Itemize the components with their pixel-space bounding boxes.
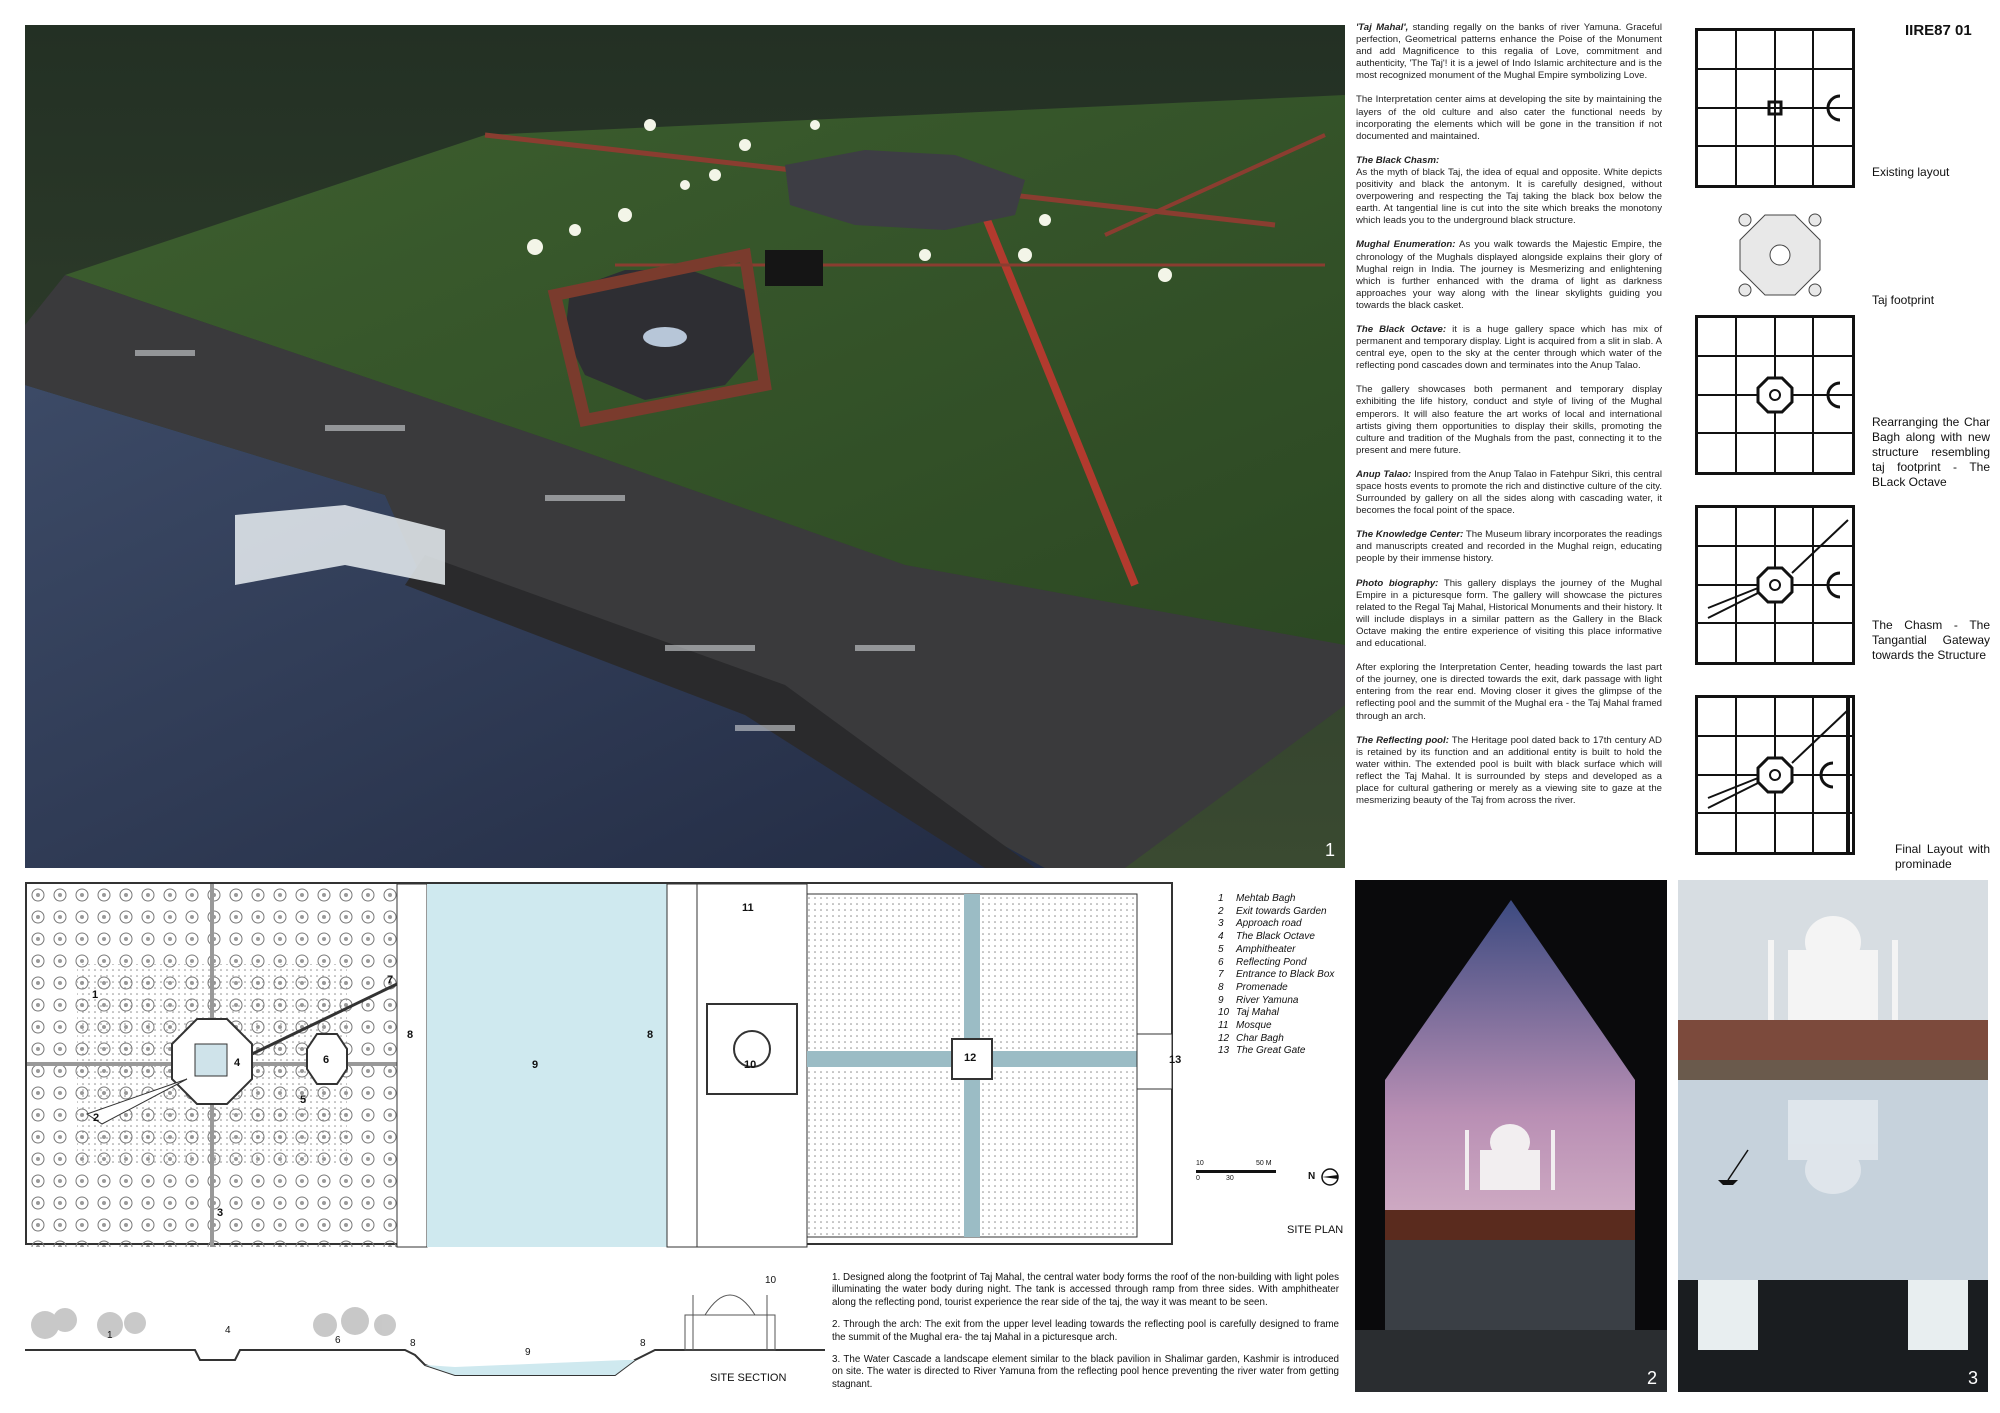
diagram-label-rearranging: Rearranging the Char Bagh along with new structure resembling taj footprint - The BLack Octave xyxy=(1872,415,1990,489)
figure-number-2: 2 xyxy=(1647,1368,1658,1388)
knowledge-title: The Knowledge Center: xyxy=(1356,529,1464,541)
octave-title: The Black Octave: xyxy=(1356,323,1447,335)
diagram-existing-layout xyxy=(1695,28,1855,188)
section-marker-6: 6 xyxy=(335,1335,341,1346)
plan-marker-8a: 8 xyxy=(407,1029,414,1041)
plan-marker-2: 2 xyxy=(93,1112,100,1124)
section-marker-8b: 8 xyxy=(640,1338,646,1349)
photo-title: Photo biography: xyxy=(1356,577,1439,589)
intro-body: standing regally on the banks of river Yamuna. Graceful perfection, Geometrical patterns enhance the Poise of the Monument and add Magnificence to this regalia of Love, commitment and authenticity, 'The Taj'! it is a jewel of Indo Islamic architecture and is the most recognized monument of the Mughal Empire symbolizing Love. xyxy=(1356,22,1662,82)
enumeration-body: As you walk towards the Majestic Empire, the chronology of the Mughals displayed alongside explains their glory of Mughal reign in India. The journey is Mesmerizing and enlightening which is further enhanced with the drama of light as darkness approaches your way along with the linear skylights guiding you towards the black casket. xyxy=(1356,239,1663,311)
scale-label-50: 50 M xyxy=(1256,1160,1272,1167)
diagram-final-layout xyxy=(1695,695,1855,855)
legend-item: 8 Promenade xyxy=(1218,981,1288,993)
diagram-rearranging xyxy=(1695,315,1855,475)
section-marker-4: 4 xyxy=(225,1325,231,1336)
photo-reflecting-pool xyxy=(1678,880,1988,1392)
design-notes xyxy=(832,1272,1339,1401)
talao-paragraph xyxy=(1356,469,1662,517)
figure-number-3: 3 xyxy=(1968,1368,1979,1388)
section-marker-1: 1 xyxy=(107,1330,113,1341)
diagram-label-chasm: The Chasm - The Tangantial Gateway towards the Structure xyxy=(1872,618,1990,662)
section-marker-10: 10 xyxy=(765,1275,777,1286)
photo-through-the-arch xyxy=(1355,880,1667,1392)
photo-body: This gallery displays the journey of the Mughal Empire in a picturesque form. The gallery will showcase the pictures related to the Regal Taj Mahal, Historical Monuments and their history. It will include displays in a similar pattern as the Gallery in the Black Octave making the entire experience of visiting this place informative and educational. xyxy=(1356,577,1662,650)
talao-title: Anup Talao: xyxy=(1356,468,1412,480)
legend-item: 10 Taj Mahal xyxy=(1218,1007,1279,1019)
plan-marker-13: 13 xyxy=(1169,1054,1182,1066)
site-section-title: SITE SECTION xyxy=(710,1372,787,1384)
taj-footprint-icon xyxy=(1735,210,1825,300)
chasm-body: As the myth of black Taj, the idea of equal and opposite. White depicts positivity and black the antonym. It is carefully designed, without overpowering and respecting the Taj taking the black box below the earth. At tangential line is cut into the site which breaks the monotony which leads you to the underground black structure. xyxy=(1356,166,1662,227)
site-plan-artwork xyxy=(27,884,1175,1247)
diagram-chasm xyxy=(1695,505,1855,665)
plan-marker-7: 7 xyxy=(387,974,394,986)
plan-marker-5: 5 xyxy=(300,1094,307,1106)
plan-marker-11: 11 xyxy=(742,902,754,914)
photo-reflecting-pool-artwork xyxy=(1678,880,1988,1392)
enumeration-paragraph xyxy=(1356,239,1662,312)
pool-paragraph xyxy=(1356,735,1662,808)
site-plan-title: SITE PLAN xyxy=(1287,1224,1344,1236)
note-3: 3. The Water Cascade a landscape element similar to the black pavilion in Shalimar garden, Kashmir is introduced on site. The water is directed to River Yamuna from the reflecting pool hence preventing the river water from getting stagnant. xyxy=(832,1354,1339,1390)
plan-marker-4: 4 xyxy=(234,1057,241,1069)
chasm-paragraph xyxy=(1356,155,1662,228)
legend-item: 11 Mosque xyxy=(1218,1020,1272,1032)
knowledge-paragraph xyxy=(1356,529,1662,565)
talao-body: Inspired from the Anup Talao in Fatehpur Sikri, this central space hosts events to promote the rich and distinctive culture of the city. Surrounded by gallery on all the sides along with cascading water, it becomes the focal point of the space. xyxy=(1356,468,1662,517)
section-marker-8a: 8 xyxy=(410,1338,416,1349)
plan-marker-10: 10 xyxy=(744,1059,757,1071)
note-1: 1. Designed along the footprint of Taj Mahal, the central water body forms the roof of the non-building with light poles illuminating the water body during night. The tank is accessed through ramp from three sides. With amphitheater along the reflecting pond, tourist experience the rear side of the taj, the way it was meant to be seen. xyxy=(832,1272,1339,1308)
diagram-rearranging-artwork xyxy=(1698,318,1852,472)
sheet-id: IIRE87 01 xyxy=(1905,22,1972,39)
journey-paragraph: After exploring the Interpretation Center, heading towards the last part of the journey, one is directed towards the exit, dark passage with light entering from the rear end. Moving closer it gives the glimpse of the reflecting pool and the summit of the Mughal era - the Taj Mahal framed through an arch. xyxy=(1356,662,1662,722)
chasm-title: The Black Chasm: xyxy=(1356,154,1440,166)
plan-marker-9: 9 xyxy=(532,1059,539,1071)
pool-body: The Heritage pool dated back to 17th century AD is retained by its function and an additional entity is built to hold the water within. The extended pool is built with black surface which will reflect the Taj Mahal. It is surrounded by steps and developed as a place for cultural gathering or merely as a viewing site to gaze at the mesmerizing beauty of the Taj from across the river. xyxy=(1356,734,1662,807)
pool-title: The Reflecting pool: xyxy=(1356,734,1449,746)
diagram-label-final: Final Layout with prominade xyxy=(1895,842,1990,871)
legend-item: 12 Char Bagh xyxy=(1218,1032,1284,1044)
legend-item: 1 Mehtab Bagh xyxy=(1218,893,1296,904)
enumeration-title: Mughal Enumeration: xyxy=(1356,239,1456,251)
diagram-taj-footprint xyxy=(1735,210,1825,300)
plan-marker-1: 1 xyxy=(92,989,99,1001)
legend-item: 3 Approach road xyxy=(1218,918,1302,930)
section-marker-9: 9 xyxy=(525,1347,531,1358)
north-arrow-icon xyxy=(1308,1167,1340,1192)
scale-bar-line xyxy=(1196,1170,1276,1173)
site-plan-legend xyxy=(1218,893,1334,1058)
scale-label-30: 30 xyxy=(1226,1175,1234,1182)
aerial-render xyxy=(25,25,1345,868)
legend-item: 4 The Black Octave xyxy=(1218,931,1315,943)
site-plan xyxy=(25,882,1182,1245)
legend-item: 9 River Yamuna xyxy=(1218,994,1299,1006)
note-2: 2. Through the arch: The exit from the upper level leading towards the reflecting pool is carefully designed to frame the summit of the Mughal era- the taj Mahal in a picturesque arch. xyxy=(832,1319,1339,1343)
north-label: N xyxy=(1308,1171,1316,1182)
site-section xyxy=(25,1255,825,1395)
scale-bar xyxy=(1196,1160,1286,1190)
plan-marker-12: 12 xyxy=(964,1052,977,1064)
knowledge-body: The Museum library incorporates the readings and manuscripts created and recorded in the Mughal reign, educating people by their immense history. xyxy=(1356,529,1662,565)
legend-item: 5 Amphitheater xyxy=(1218,943,1296,955)
diagram-label-footprint: Taj footprint xyxy=(1872,293,1935,307)
intro-title: 'Taj Mahal', xyxy=(1356,22,1409,33)
diagram-final-layout-artwork xyxy=(1698,698,1852,852)
octave-paragraph xyxy=(1356,324,1662,372)
scale-label-0: 0 xyxy=(1196,1175,1200,1182)
legend-item: 2 Exit towards Garden xyxy=(1218,905,1327,917)
legend-item: 7 Entrance to Black Box xyxy=(1218,969,1335,981)
diagram-label-existing: Existing layout xyxy=(1872,165,1950,179)
gallery-paragraph: The gallery showcases both permanent and temporary display exhibiting the life history, conduct and style of living of the Mughal emperors. It will also feature the art works of local and international artists giving them opportunities to display their skills, promoting the culture and tradition of the Mughals from the past, connecting it to the present and mere future. xyxy=(1356,384,1662,456)
photo-through-the-arch-artwork xyxy=(1355,880,1667,1392)
plan-marker-3: 3 xyxy=(217,1207,224,1219)
octave-body: it is a huge gallery space which has mix of permanent and temporary display. Light is acquired from a slit in slab. A central eye, open to the sky at the center through which water of the reflecting pond cascades down and terminates into the Anup Talao. xyxy=(1356,323,1662,372)
diagram-existing-layout-artwork xyxy=(1698,31,1852,185)
figure-number: 1 xyxy=(1325,840,1336,860)
north-arrow-artwork xyxy=(1320,1167,1340,1187)
plan-marker-6: 6 xyxy=(323,1054,330,1066)
site-section-artwork xyxy=(25,1255,825,1395)
legend-item: 13 The Great Gate xyxy=(1218,1045,1306,1057)
plan-marker-8b: 8 xyxy=(647,1029,654,1041)
legend-item: 6 Reflecting Pond xyxy=(1218,956,1307,968)
aerial-render-artwork xyxy=(25,25,1345,868)
diagram-chasm-artwork xyxy=(1698,508,1852,662)
scale-label-10: 10 xyxy=(1196,1160,1204,1167)
intro-paragraph xyxy=(1356,22,1662,82)
photo-paragraph xyxy=(1356,578,1662,651)
description-column xyxy=(1356,22,1662,819)
interpretation-paragraph: The Interpretation center aims at developing the site by maintaining the layers of the old culture and also cater the functional needs by incorporating the elements which will be gone in the transition if not documented and maintained. xyxy=(1356,94,1662,142)
